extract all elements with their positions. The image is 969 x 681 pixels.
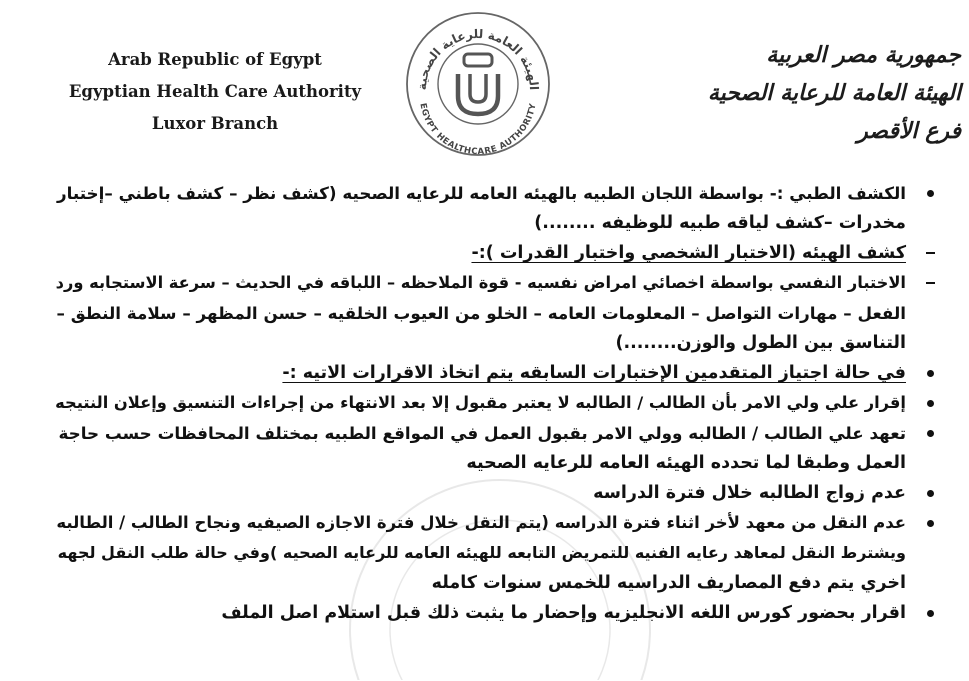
bullet-icon bbox=[920, 388, 940, 418]
item-line: مخدرات –كشف لياقه طبيه للوظيفه ........) bbox=[534, 213, 906, 233]
bullet-icon bbox=[920, 358, 940, 388]
item-line: الكشف الطبي :- بواسطة اللجان الطبيه بالهيئه العامه للرعايه الصحيه (كشف نظر – كشف باطني –إختبار bbox=[56, 183, 906, 203]
logo-english-text: EGYPT HEALTHCARE AUTHORITY bbox=[417, 102, 539, 158]
header-branch-arabic: فرع الأقصر bbox=[857, 118, 961, 144]
svg-text:الهيئة العامة للرعاية الصحية bbox=[415, 27, 541, 91]
item-line: ويشترط النقل لمعاهد رعايه الفنيه للتمريض التابعه للهيئه العامه للرعايه الصحيه )وفي حالة طلب النقل لجهه bbox=[57, 543, 906, 562]
bullet-icon bbox=[920, 418, 940, 448]
header-arabic bbox=[621, 36, 961, 150]
list-item bbox=[50, 598, 940, 628]
header-branch: Luxor Branch bbox=[151, 114, 279, 133]
item-line: الاختبار النفسي بواسطة اخصائي امراض نفسيه - قوة الملاحظه – اللباقه في الحديث – سرعة الاستجابه ورد bbox=[55, 273, 906, 292]
list-item bbox=[50, 418, 940, 478]
item-line: تعهد علي الطالب / الطالبه وولي الامر بقبول العمل في المواقع الطبيه بمختلف المحافظات حسب حاجة bbox=[58, 423, 906, 443]
list-item bbox=[50, 478, 940, 508]
list-item bbox=[50, 358, 940, 388]
header-authority: Egyptian Health Care Authority bbox=[68, 82, 362, 101]
list-item bbox=[50, 178, 940, 238]
bullet-icon bbox=[920, 598, 940, 628]
bullet-icon bbox=[920, 508, 940, 538]
bullet-icon bbox=[920, 178, 940, 208]
dash-icon bbox=[920, 268, 940, 298]
item-line: اقرار بحضور كورس اللغه الانجليزيه وإحضار ما يثبت ذلك قبل استلام اصل الملف bbox=[221, 603, 906, 623]
list-item bbox=[50, 388, 940, 418]
item-line: الفعل – مهارات التواصل – المعلومات العامه – الخلو من العيوب الخلقيه – حسن المظهر – سلامة النطق – bbox=[56, 303, 906, 323]
item-line: اخري يتم دفع المصاريف الدراسيه للخمس سنوات كامله bbox=[431, 573, 906, 593]
header-country-arabic: جمهورية مصر العربية bbox=[766, 42, 961, 68]
requirements-list bbox=[50, 178, 940, 628]
item-line: العمل وطبقا لما تحدده الهيئه العامه للرعايه الصحيه bbox=[466, 453, 906, 473]
list-item bbox=[50, 508, 940, 598]
list-item bbox=[50, 238, 940, 268]
section-heading: كشف الهيئه (الاختبار الشخصي واختبار القدرات ):- bbox=[471, 243, 906, 263]
list-item bbox=[50, 268, 940, 358]
header-english bbox=[60, 44, 370, 140]
logo-emblem-icon bbox=[458, 54, 498, 114]
section-heading: في حالة اجتياز المتقدمين الإختبارات السابقه يتم اتخاذ الاقرارات الاتيه :- bbox=[282, 363, 906, 383]
item-line: إقرار علي ولي الامر بأن الطالب / الطالبه لا يعتبر مقبول إلا بعد الانتهاء من إجراءات التنسيق وإعلان النتيجه bbox=[55, 393, 906, 412]
dash-icon bbox=[920, 238, 940, 268]
header-authority-arabic: الهيئة العامة للرعاية الصحية bbox=[707, 80, 961, 106]
item-line: عدم زواج الطالبه خلال فترة الدراسه bbox=[593, 483, 906, 503]
healthcare-authority-logo bbox=[404, 10, 552, 158]
item-line: التناسق بين الطول والوزن........) bbox=[615, 333, 906, 353]
bullet-icon bbox=[920, 478, 940, 508]
logo-arabic-text: الهيئة العامة للرعاية الصحية bbox=[414, 26, 542, 91]
header-country: Arab Republic of Egypt bbox=[108, 50, 322, 69]
item-line: عدم النقل من معهد لأخر اثناء فترة الدراسه (يتم النقل خلال فترة الاجازه الصيفيه ونجاح الطالب / الطالبه bbox=[56, 513, 906, 532]
svg-text:EGYPT HEALTHCARE AUTHORITY bbox=[417, 102, 538, 157]
